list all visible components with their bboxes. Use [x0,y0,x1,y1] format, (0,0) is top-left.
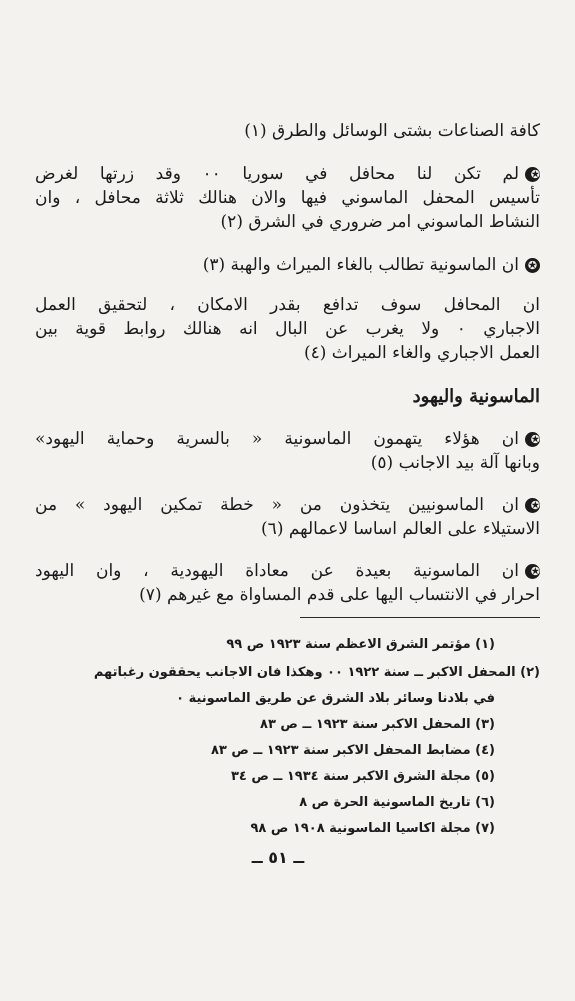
text-line: ان هؤلاء يتهمون الماسونية « بالسرية وحماية اليهود» [35,429,519,449]
footnote: (١) مؤتمر الشرق الاعظم سنة ١٩٢٣ ص ٩٩ [226,637,495,652]
text-line: وبانها آلة بيد الاجانب (٥) [370,453,540,473]
footnote: (٣) المحفل الاكبر سنة ١٩٢٣ ــ ص ٨٣ [260,717,495,732]
star-bullet-icon: ✪ [525,432,540,447]
text-line: النشاط الماسوني امر ضروري في الشرق (٢) [220,212,540,232]
text-line: تأسيس المحفل الماسوني فيها والان هنالك ثلاثة محافل ، وان [35,188,540,208]
footnote: (٦) تاريخ الماسونية الحرة ص ٨ [299,795,495,810]
bullet-line [35,428,540,450]
text-line: العمل الاجباري والغاء الميراث (٤) [303,343,540,363]
star-bullet-icon: ✪ [525,564,540,579]
star-bullet-icon: ✪ [525,167,540,182]
footnote: (٢) المحفل الاكبر ــ سنة ١٩٢٢ ٠٠ وهكذا فان الاجانب يحققون رغباتهم [93,665,540,680]
text-line: الاستيلاء على العالم اساسا لاعمالهم (٦) [261,519,540,539]
text-line: احرار في الانتساب اليها على قدم المساواة مع غيرهم (٧) [139,585,540,605]
footnote-separator [300,617,540,618]
footnote: (٥) مجلة الشرق الاكبر سنة ١٩٣٤ ــ ص ٣٤ [231,769,495,784]
bullet-line [35,163,540,185]
footnote: في بلادنا وسائر بلاد الشرق عن طريق الماسونية ٠ [176,691,495,706]
text-line: كافة الصناعات بشتى الوسائل والطرق (١) [244,121,540,141]
section-heading: الماسونية واليهود [412,386,540,407]
text-line: ان الماسونية تطالب بالغاء الميراث والهبة (٣) [202,255,519,275]
text-line: الاجباري ٠ ولا يغرب عن البال انه هنالك روابط قوية بين [35,319,541,339]
text-line: ان المحافل سوف تدافع بقدر الامكان ، لتحقيق العمل [35,295,540,315]
text-line: لم تكن لنا محافل في سوريا ٠٠ وقد زرتها لغرض [35,164,520,184]
bullet-line [35,560,540,582]
footnote: (٤) مضابط المحفل الاكبر سنة ١٩٢٣ ــ ص ٨٣ [210,743,495,758]
text-line: ان الماسونيين يتخذون من « خطة تمكين اليهود » من [35,495,519,515]
star-bullet-icon: ✪ [525,258,540,273]
page-number: ــ ٥١ ــ [251,848,305,867]
footnote: (٧) مجلة اكاسيا الماسونية ١٩٠٨ ص ٩٨ [250,821,495,836]
bullet-line [35,494,540,516]
text-line: ان الماسونية بعيدة عن معاداة اليهودية ، وان اليهود [35,561,519,581]
bullet-line [35,254,540,276]
star-bullet-icon: ✪ [525,498,540,513]
